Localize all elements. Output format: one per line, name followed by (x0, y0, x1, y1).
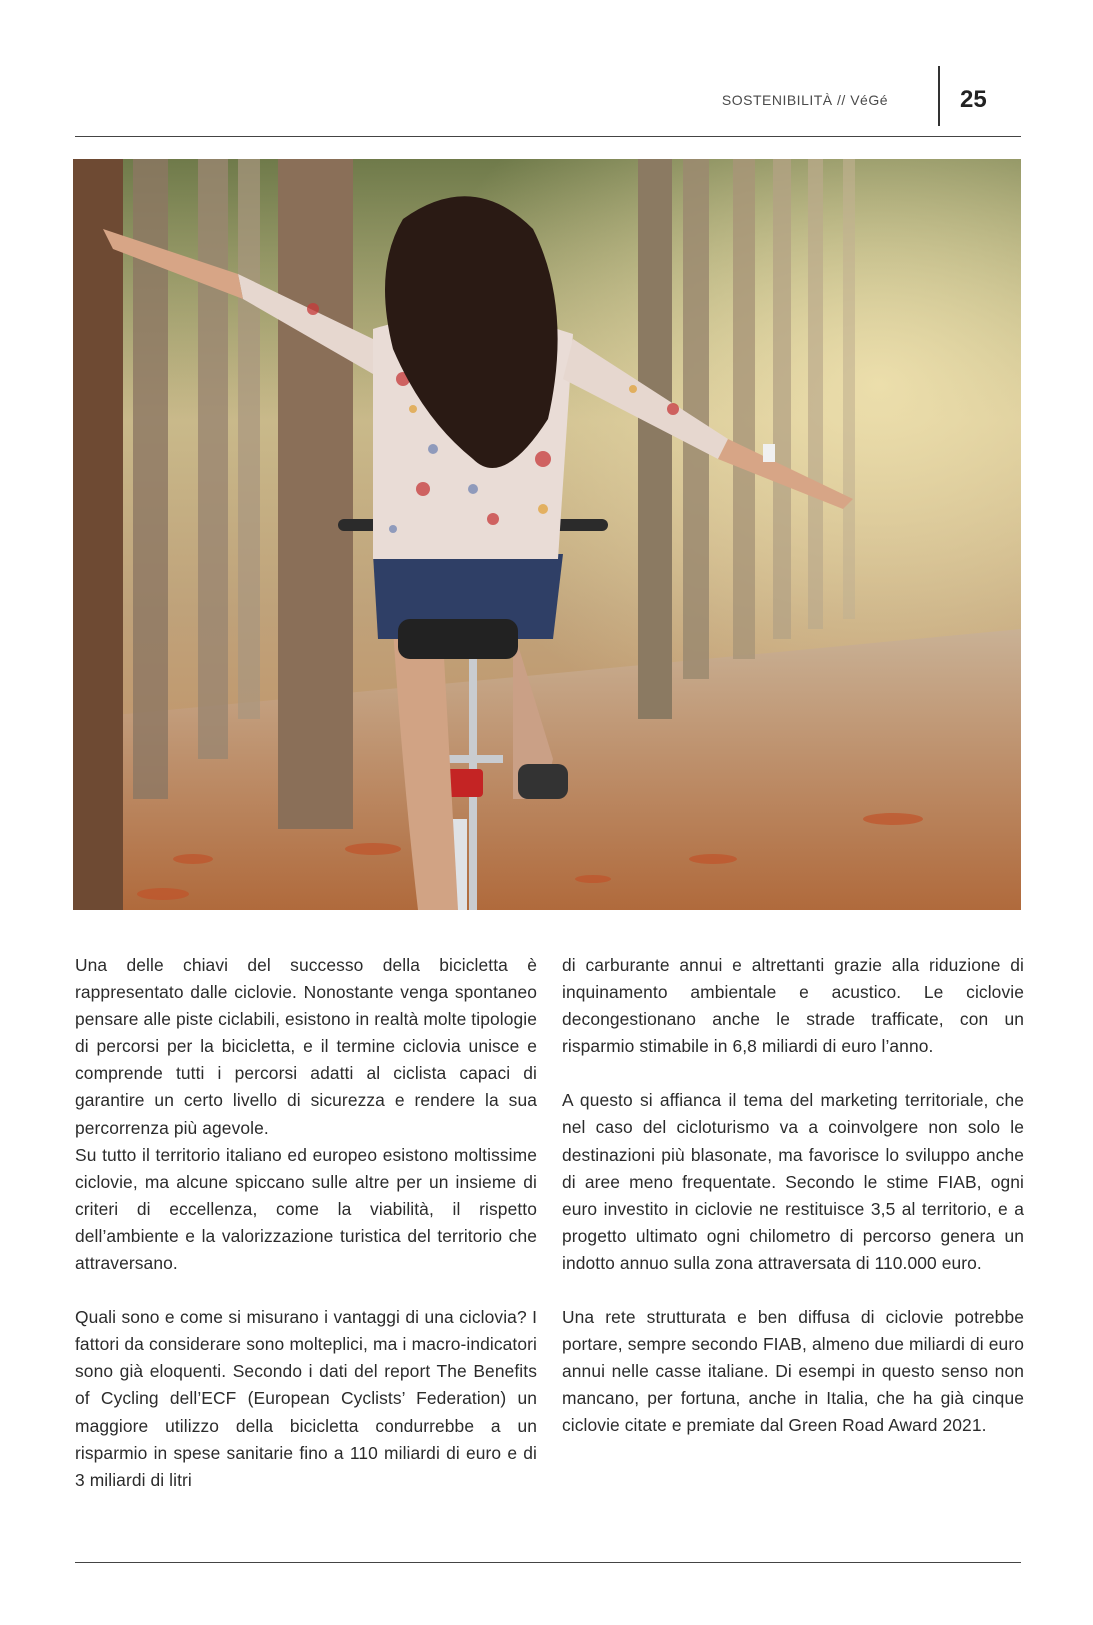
paragraph: Quali sono e come si misurano i vantaggi di una ciclovia? I fattori da considerare sono molteplici, ma i macro-indicatori sono già eloquenti. Secondo i dati del report The Benefits of Cycling dell’ECF (European Cyclists’ Federation) un maggiore utilizzo della bicicletta condurrebbe a un risparmio in spese sanitarie fino a 110 miliardi di euro e di 3 miliardi di litri (75, 1307, 537, 1490)
paragraph: A questo si affianca il tema del marketing territoriale, che nel caso del cicloturismo va a coinvolgere non solo le destinazioni più blasonate, ma favorisce lo sviluppo anche di aree meno frequentate. Secondo le stime FIAB, ogni euro investito in ciclovie ne restituisce 3,5 al territorio, e a progetto ultimato ogni chilometro di percorso genera un indotto annuo sulla zona attraversata di 110.000 euro. (562, 1090, 1024, 1273)
text-column-right (562, 952, 1024, 1440)
paragraph: Una delle chiavi del successo della bicicletta è rappresentato dalle ciclovie. Nonostante venga spontaneo pensare alle piste ciclabili, esistono in realtà molte tipologie di percorsi per la bicicletta, e il termine ciclovia unisce e comprende tutti i percorsi adatti al ciclista capaci di garantire un certo livello di sicurezza e rendere la sua percorrenza più agevole. (75, 955, 537, 1138)
top-rule (75, 136, 1021, 137)
paragraph: di carburante annui e altrettanti grazie alla riduzione di inquinamento ambientale e acustico. Le ciclovie decongestionano anche le strade trafficate, con un risparmio stimabile in 6,8 miliardi di euro l’anno. (562, 955, 1024, 1057)
section-label: SOSTENIBILITÀ // VéGé (721, 92, 888, 108)
paragraph: Una rete strutturata e ben diffusa di ciclovie potrebbe portare, sempre secondo FIAB, almeno due miliardi di euro annui nelle casse italiane. Di esempi in questo senso non mancano, per fortuna, anche in Italia, che ha già cinque ciclovie citate e premiate dal Green Road Award 2021. (562, 1307, 1024, 1436)
cycling-photo (73, 159, 1021, 910)
text-column-left (75, 952, 537, 1494)
cycling-photo-illustration (73, 159, 1021, 910)
page-number: 25 (960, 86, 987, 113)
header-divider (938, 66, 940, 126)
bottom-rule (75, 1562, 1021, 1563)
paragraph: Su tutto il territorio italiano ed europeo esistono moltissime ciclovie, ma alcune spiccano sulle altre per un insieme di criteri di eccellenza, come la viabilità, il rispetto dell’ambiente e la valorizzazione turistica del territorio che attraversano. (75, 1144, 537, 1274)
